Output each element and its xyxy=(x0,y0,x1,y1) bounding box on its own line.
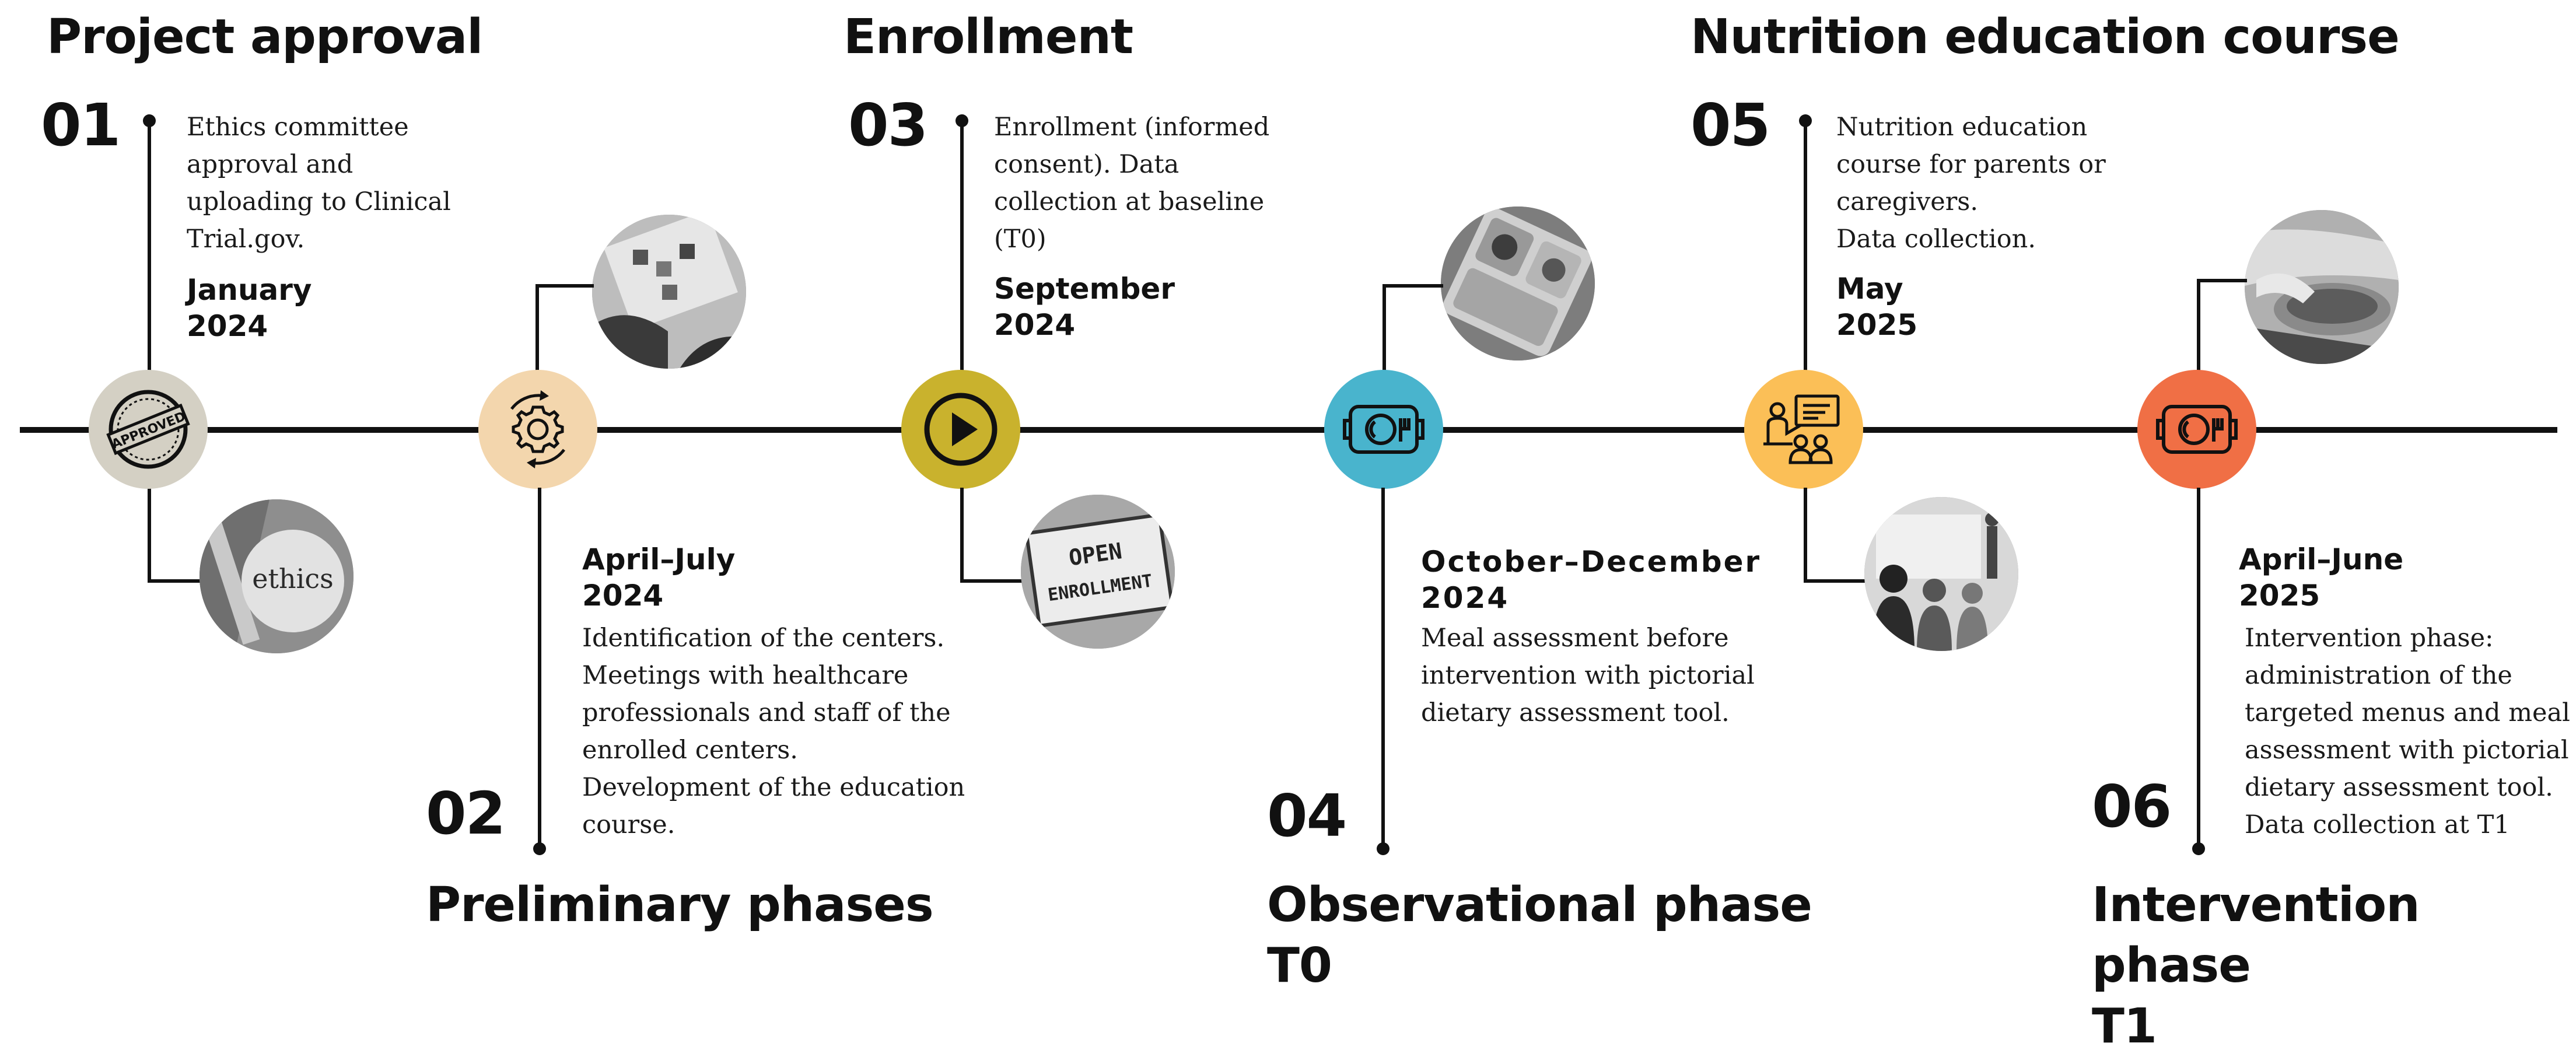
step-03-connector-line xyxy=(960,120,964,372)
step-06-connector-line xyxy=(2197,488,2200,848)
meal-tray-icon xyxy=(1340,386,1427,473)
step-03-description: Enrollment (informed consent). Data collection at baseline (T0) xyxy=(994,113,1270,254)
step-04-connector-line xyxy=(1381,488,1385,848)
step-01-photo xyxy=(200,499,354,653)
open-enrollment-sign-photo-icon xyxy=(1021,495,1175,649)
step-04-connector-dot xyxy=(1377,842,1390,855)
step-01-number: 01 xyxy=(41,91,120,159)
enrollment-text: ENROLLMENT xyxy=(1046,570,1154,606)
step-03-title: Enrollment xyxy=(844,9,1133,65)
step-06-photo-connector-h xyxy=(2197,279,2247,282)
step-04-description: Meal assessment before intervention with pictorial dietary assessment tool. xyxy=(1421,624,1755,727)
play-icon xyxy=(917,386,1005,473)
step-06-connector-dot xyxy=(2192,842,2205,855)
step-03-photo-connector-h xyxy=(960,579,1024,583)
step-04-title: Observational phase T0 xyxy=(1267,877,1812,993)
step-02-node xyxy=(478,370,597,489)
step-04-date: October–December 2024 xyxy=(1421,545,1762,615)
step-01-description: Ethics committee approval and uploading to Clinical Trial.gov. xyxy=(187,113,451,254)
step-05-date: May 2025 xyxy=(1836,272,1918,342)
step-01-title: Project approval xyxy=(47,9,483,65)
step-05-photo-connector xyxy=(1804,488,1807,581)
step-02-photo-connector xyxy=(536,284,539,373)
workshop-photo-icon xyxy=(592,215,746,369)
step-06-description: Intervention phase: administration of the targeted menus and meal assessment with pictorial dietary assessment tool. Data collection at T1 xyxy=(2245,624,2570,839)
step-06-number: 06 xyxy=(2092,772,2171,841)
step-03-date: September 2024 xyxy=(994,272,1175,342)
step-02-photo xyxy=(592,215,746,369)
step-05-title: Nutrition education course xyxy=(1690,9,2399,65)
step-06-photo-connector xyxy=(2197,279,2200,372)
step-01-connector-line xyxy=(148,120,151,372)
step-02-description: Identification of the centers. Meetings with healthcare professionals and staff of the enrolled centers. Development of the education course. xyxy=(582,624,965,839)
step-04-photo xyxy=(1441,206,1595,360)
step-02-connector-line xyxy=(538,488,541,848)
step-06-title: Intervention phase T1 xyxy=(2092,877,2420,1054)
step-04-photo-connector-h xyxy=(1382,284,1443,288)
step-02-date: April–July 2024 xyxy=(582,542,736,612)
presentation-icon xyxy=(1760,386,1847,473)
step-02-title: Preliminary phases xyxy=(426,877,933,933)
ethics-photo-text: ethics xyxy=(252,563,334,594)
step-03-number: 03 xyxy=(848,91,928,159)
step-03-photo-connector xyxy=(960,488,964,581)
step-02-number: 02 xyxy=(426,779,505,848)
step-01-node xyxy=(89,370,208,489)
step-06-photo xyxy=(2245,210,2399,364)
step-03-node xyxy=(901,370,1020,489)
step-06-node xyxy=(2137,370,2256,489)
food-serving-photo-icon xyxy=(2245,210,2399,364)
step-03-photo xyxy=(1021,495,1175,649)
ethics-document-photo-icon xyxy=(200,499,354,653)
step-05-connector-line xyxy=(1804,120,1807,372)
step-04-node xyxy=(1324,370,1443,489)
step-05-node xyxy=(1744,370,1863,489)
approved-stamp-icon xyxy=(104,386,192,473)
step-05-photo-connector-h xyxy=(1804,579,1868,583)
step-04-photo-connector xyxy=(1382,284,1386,373)
meal-tray-icon xyxy=(2153,386,2241,473)
open-text: OPEN xyxy=(1067,538,1124,571)
step-01-photo-connector xyxy=(148,488,151,581)
classroom-photo-icon xyxy=(1864,497,2018,651)
step-01-photo-connector-h xyxy=(148,579,206,583)
stamp-text: APPROVED xyxy=(109,409,188,453)
step-06-date: April–June 2025 xyxy=(2239,542,2404,612)
step-02-connector-dot xyxy=(533,842,546,855)
step-05-photo xyxy=(1864,497,2018,651)
gear-cycle-icon xyxy=(494,386,582,473)
step-01-date: January 2024 xyxy=(187,273,312,343)
step-05-description: Nutrition education course for parents or caregivers. Data collection. xyxy=(1836,113,2106,254)
step-02-photo-connector-h xyxy=(536,284,594,288)
meal-tray-photo-icon xyxy=(1441,206,1595,360)
step-05-number: 05 xyxy=(1690,91,1770,159)
step-04-number: 04 xyxy=(1267,782,1346,850)
